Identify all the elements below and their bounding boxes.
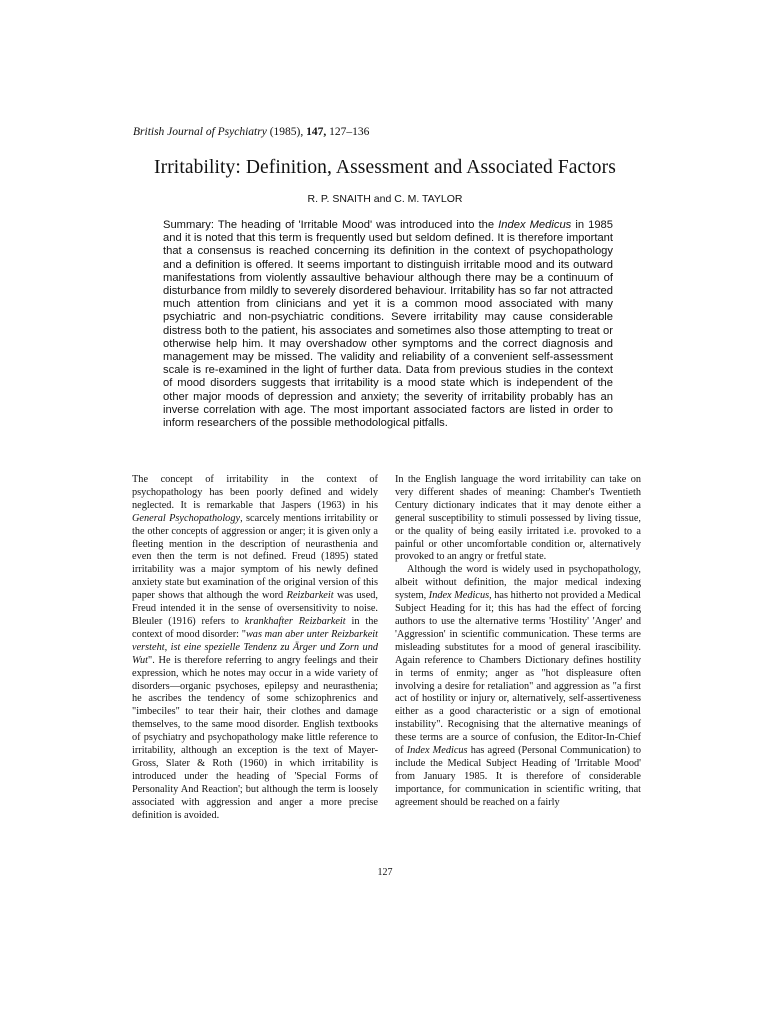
right-text-c: , has hitherto not provided a Medical Subject Heading for it; this has had the effect of forcing authors to use the alternative terms 'Hostility' 'Anger' and 'Aggression' in scientific communication. These terms are misleading substitutes for a mood of general irascibility. Again reference to Chambers Dictionary defines hostility in terms of enmity; anger as "hot displeasure often involving a desire for retaliation" and aggression as "a first act of hostility or injury or, alternatively, self-assertiveness either as a good characteristic or a sign of emotional instability". Recognising that the alternative meanings of these terms are a source of confusion, the Editor-In-Chief of [395,590,641,757]
left-text-i: ". He is therefore referring to angry feelings and their expression, which he notes may occur in a wide variety of disorders—organic psychoses, epilepsy and neurasthenia; he ascribes the tendency of some schizophrenics and "imbeciles" to tear their hair, their clothes and damage themselves, to the same mood disorder. English textbooks of psychiatry and psychopathology make little reference to irritability, although an exception is the text of Mayer-Gross, Slater & Roth (1960) in which irritability is introduced under the heading of 'Special Forms of Personality And Reaction'; but although the term is loosely associated with aggression and anger a more precise definition is avoided. [132,654,378,821]
left-italic-reizbarkeit: Reizbarkeit [286,590,334,602]
right-italic-index-medicus-1: Index Medicus [428,590,490,602]
left-paragraph-1 [132,474,378,822]
left-text-e: was used, Freud intended it in the sense of oversensitivity to noise. Bleuler (1916) refers to [132,590,378,627]
right-paragraph-1: In the English language the word irritability can take on very different shades of meaning: Chamber's Twentieth Century dictionary indicates that it may denote either a general susceptibility to stimuli possessed by living tissue, or the quality of being easily irritated i.e. provoked to a painful or other uncomfortable condition or, alternatively provoked to an angry or fretful state. [395,474,641,563]
article-authors: R. P. SNAITH and C. M. TAYLOR [307,193,463,205]
body-column-left [132,474,378,822]
article-title: Irritability: Definition, Assessment and Associated Factors [154,157,616,178]
page-number: 127 [377,867,393,878]
right-text-e: has agreed (Personal Communication) to include the Medical Subject Heading of 'Irritable Mood' from January 1985. It is therefore of considerable importance, for communication in scientific writing, that agreement should be reached on a fairly [395,745,642,808]
page-range: 127–136 [329,126,370,138]
publication-year: (1985), [269,126,304,138]
body-column-right [395,474,641,810]
left-italic-general-psychopathology: General Psychopathology [132,512,241,524]
left-italic-krankhafter: krankhafter Reizbarkeit [244,615,346,627]
right-paragraph-2 [395,564,641,809]
right-italic-index-medicus-2: Index Medicus [406,745,468,757]
journal-citation [133,126,369,138]
left-italic-german-quote: was man aber unter Reizbarkeit versteht, ist eine spezielle Tendenz zu Ärger und Zorn und Wut [132,628,378,666]
left-text-c: , scarcely mentions irritability or the other concepts of aggression or anger; it is given only a fleeting mention in the description of neurasthenia and even then the term is not defined. Freud (1895) stated irritability was a major symptom of his newly defined anxiety state but examination of the original version of this paper shows that although the word [132,512,379,602]
journal-name: British Journal of Psychiatry [133,126,267,138]
summary-text-1: Summary: The heading of 'Irritable Mood' was introduced into the [163,219,499,231]
summary-text-2: in 1985 and it is noted that this term is frequently used but seldom defined. It is therefore important that a consensus is reached concerning its definition in the context of psychopathology and a definition is offered. It seems important to distinguish irritable mood and its outward manifestations from violently assaultive behaviour although there may be a continuum of disturbance from mildly to severely disordered behaviour. Irritability has so far not attracted much attention from clinicians and yet it is a common mood associated with many psychiatric and non-psychiatric conditions. Severe irritability may cause considerable distress both to the patient, his associates and sometimes also those attempting to treat or otherwise help him. It may overshadow other symptoms and the correct diagnosis and management may be missed. The validity and reliability of a convenient self-assessment scale is re-examined in the light of further data. Data from previous studies in the context of mood disorders suggests that irritability is a mood state which is independent of the other major moods of depression and anxiety; the severity of irritability probably has an inverse correlation with age. The most important associated factors are listed in order to inform researchers of the possible methodological pitfalls. [163,219,613,430]
left-text-a: The concept of irritability in the context of psychopathology has been poorly defined and widely neglected. It is remarkable that Jaspers (1963) in his [132,474,378,511]
right-text-a: Although the word is widely used in psychopathology, albeit without definition, the major medical indexing system, [395,564,641,602]
article-summary [163,219,613,430]
volume-number: 147, [306,126,327,138]
left-text-g: in the context of mood disorder: " [132,615,378,640]
summary-italic-index-medicus: Index Medicus [498,219,572,231]
